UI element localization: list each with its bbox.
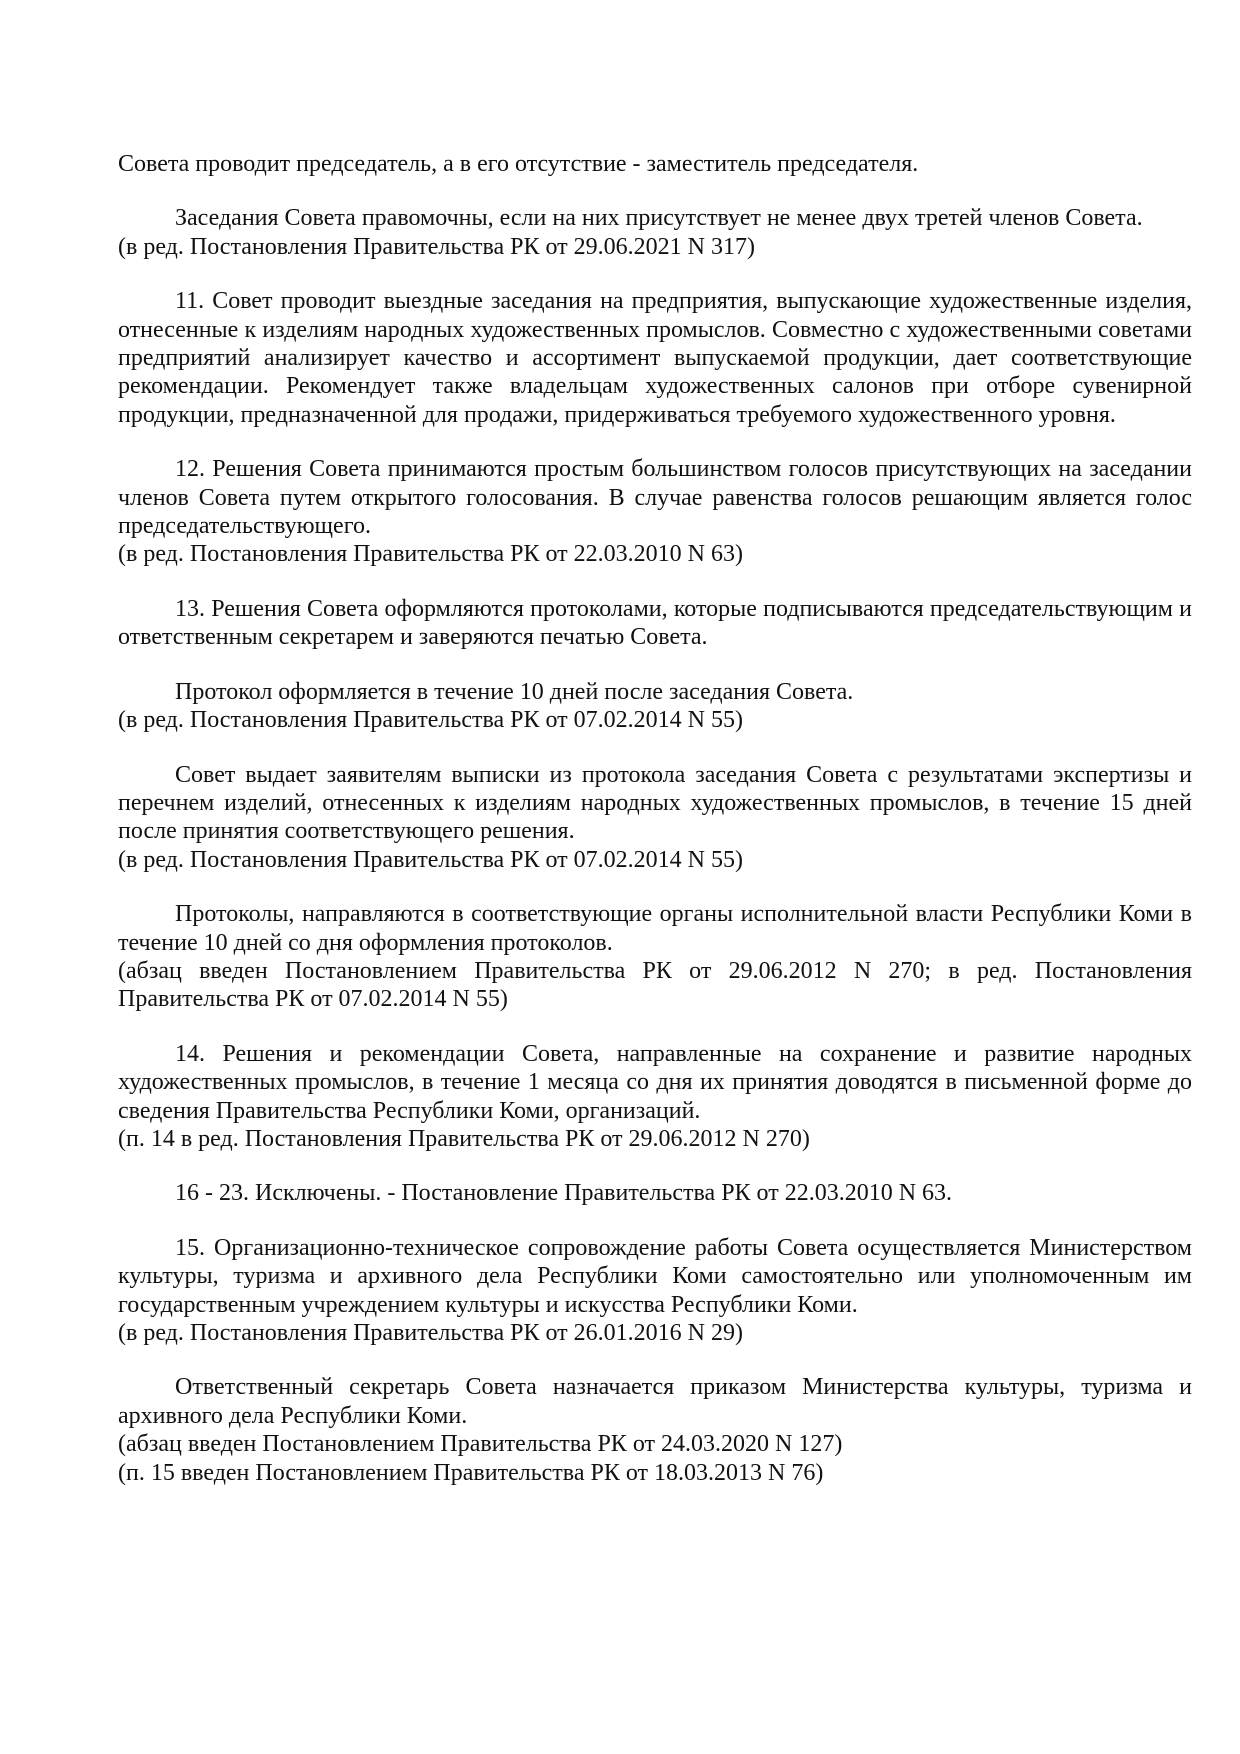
amendment-note: (абзац введен Постановлением Правительства РК от 24.03.2020 N 127) [118,1431,843,1458]
paragraph-group [118,150,1192,178]
paragraph-group [118,1040,1192,1154]
paragraph-group [118,1373,1192,1487]
amendment-note: (п. 14 в ред. Постановления Правительства РК от 29.06.2012 N 270) [118,1125,810,1152]
paragraph: 15. Организационно-техническое сопровождение работы Совета осуществляется Министерством культуры, туризма и архивного дела Республики Коми самостоятельно или уполномоченным им государственным учреждением культуры и искусства Республики Коми. [118,1234,1192,1318]
amendment-note: (абзац введен Постановлением Правительства РК от 29.06.2012 N 270; в ред. Постановления Правительства РК от 07.02.2014 N 55) [118,957,1192,1013]
paragraph-group [118,287,1192,429]
paragraph-group [118,455,1192,569]
paragraph-group [118,1179,1192,1207]
amendment-note: (п. 15 введен Постановлением Правительства РК от 18.03.2013 N 76) [118,1459,824,1486]
document-page [118,150,1192,1487]
amendment-note: (в ред. Постановления Правительства РК от 07.02.2014 N 55) [118,707,743,734]
paragraph-group [118,1234,1192,1348]
paragraph: 12. Решения Совета принимаются простым большинством голосов присутствующих на заседании членов Совета путем открытого голосования. В случае равенства голосов решающим является голос председательствующего. [118,456,1192,540]
amendment-note: (в ред. Постановления Правительства РК от 22.03.2010 N 63) [118,541,743,568]
paragraph: 16 - 23. Исключены. - Постановление Правительства РК от 22.03.2010 N 63. [175,1180,953,1207]
paragraph: 11. Совет проводит выездные заседания на предприятия, выпускающие художественные изделия, отнесенные к изделиям народных художественных промыслов. Совместно с художественными советами предприятий анализирует качество и ассортимент выпускаемой продукции, дает соответствующие рекомендации. Рекомендует также владельцам художественных салонов при отборе сувенирной продукции, предназначенной для продажи, придерживаться требуемого художественного уровня. [118,288,1192,428]
paragraph: Протокол оформляется в течение 10 дней после заседания Совета. [175,678,854,705]
paragraph: Ответственный секретарь Совета назначается приказом Министерства культуры, туризма и архивного дела Республики Коми. [118,1374,1192,1429]
paragraph-group [118,678,1192,735]
paragraph: Совет выдает заявителям выписки из протокола заседания Совета с результатами экспертизы и перечнем изделий, отнесенных к изделиям народных художественных промыслов, в течение 15 дней после принятия соответствующего решения. [118,761,1192,845]
paragraph-group [118,761,1192,875]
amendment-note: (в ред. Постановления Правительства РК от 29.06.2021 N 317) [118,233,755,260]
paragraph-group [118,595,1192,652]
paragraph: 13. Решения Совета оформляются протоколами, которые подписываются председательствующим и ответственным секретарем и заверяются печатью Совета. [118,595,1192,651]
paragraph-group [118,204,1192,261]
paragraph: Заседания Совета правомочны, если на них присутствует не менее двух третей членов Совета. [175,205,1143,232]
paragraph: Совета проводит председатель, а в его отсутствие - заместитель председателя. [118,151,919,177]
amendment-note: (в ред. Постановления Правительства РК от 26.01.2016 N 29) [118,1320,743,1346]
paragraph: 14. Решения и рекомендации Совета, направленные на сохранение и развитие народных художественных промыслов, в течение 1 месяца со дня их принятия доводятся в письменной форме до сведения Правительства Республики Коми, организаций. [118,1040,1192,1124]
paragraph: Протоколы, направляются в соответствующие органы исполнительной власти Республики Коми в течение 10 дней со дня оформления протоколов. [118,901,1192,956]
amendment-note: (в ред. Постановления Правительства РК от 07.02.2014 N 55) [118,846,743,873]
paragraph-group [118,900,1192,1014]
